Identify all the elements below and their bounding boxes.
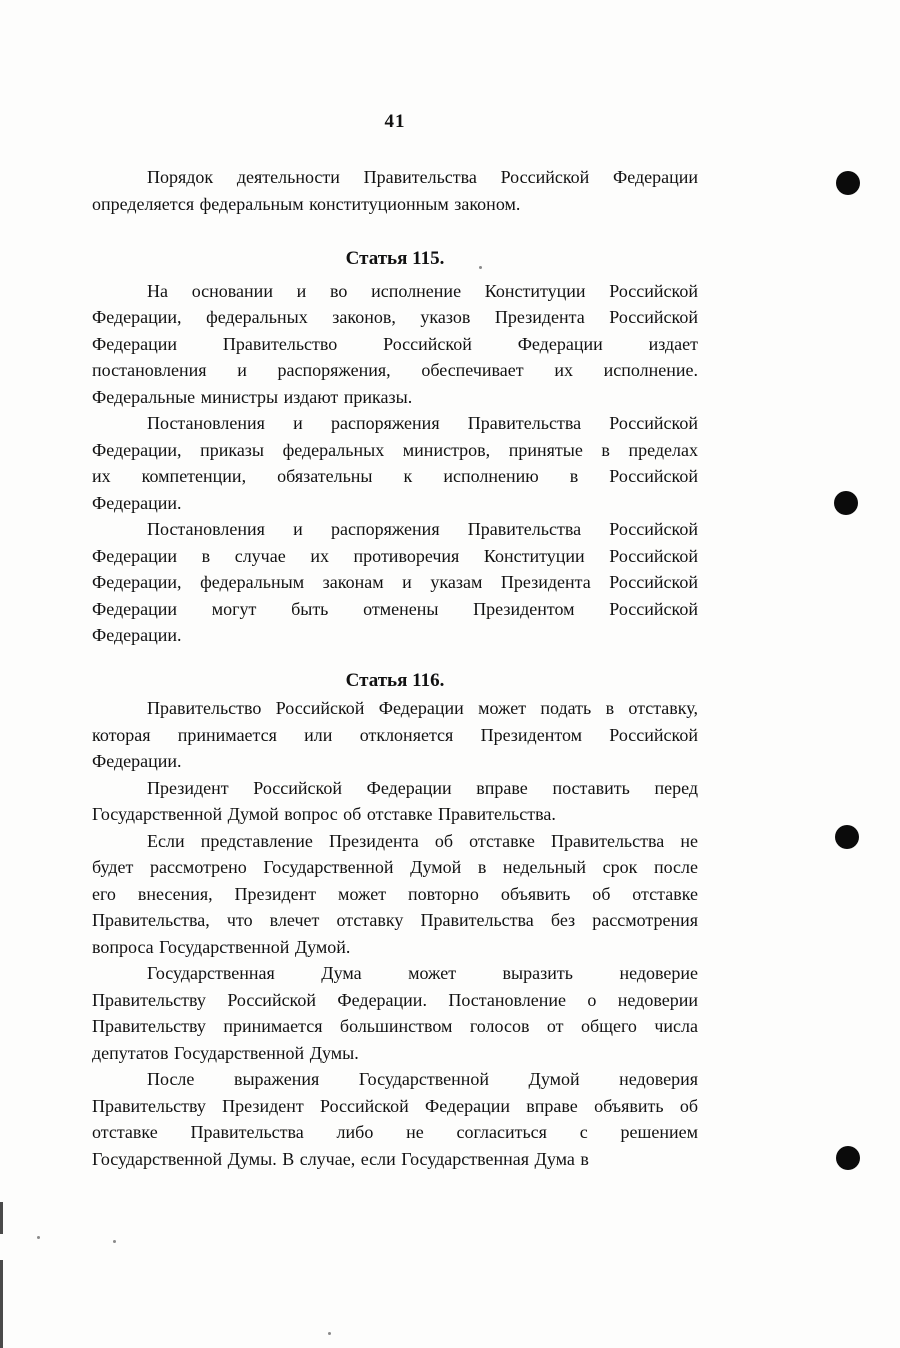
scan-speck — [113, 1240, 116, 1243]
scan-speck — [328, 1332, 331, 1335]
text-line: Государственной Думой вопрос об отставке Правительства. — [92, 804, 556, 824]
text-line: Порядок деятельности Правительства Российской Федерации — [147, 167, 698, 187]
text-line: которая принимается или отклоняется Президентом Российской — [92, 724, 698, 745]
binding-hole-dot — [835, 825, 859, 849]
scan-speck — [479, 266, 482, 269]
text-line: После выражения Государственной Думой недоверия — [147, 1069, 698, 1089]
text-line: Федерации. — [92, 625, 182, 645]
text-line: его внесения, Президент может повторно объявить об отставке — [92, 883, 698, 904]
text-line: Правительству принимается большинством голосов от общего числа — [92, 1016, 698, 1036]
article-115-paragraph-2 — [92, 410, 698, 516]
text-line: постановления и распоряжения, обеспечивает их исполнение. — [92, 360, 698, 380]
text-line: Федерации могут быть отменены Президентом Российской — [92, 598, 698, 619]
text-line: Правительство Российской Федерации может подать в отставку, — [147, 698, 698, 718]
text-line: Президент Российской Федерации вправе поставить перед — [147, 777, 698, 798]
article-116-paragraph-3 — [92, 828, 698, 961]
text-line: Федерации, федеральных законов, указов Президента Российской — [92, 307, 698, 327]
text-block — [92, 108, 698, 1172]
article-115-heading: Статья 115. — [345, 248, 445, 269]
text-line: Постановления и распоряжения Правительства Российской — [147, 519, 698, 539]
text-line: отставке Правительства либо не согласиться с решением — [92, 1122, 698, 1142]
intro-paragraph — [92, 164, 698, 217]
article-116-paragraph-4 — [92, 960, 698, 1066]
text-line: Правительству Президент Российской Федерации вправе объявить об — [92, 1095, 698, 1116]
text-line: Постановления и распоряжения Правительства Российской — [147, 413, 698, 433]
text-line: определяется федеральным конституционным законом. — [92, 193, 521, 214]
text-line: Правительства, что влечет отставку Правительства без рассмотрения — [92, 910, 698, 930]
page-number: 41 — [384, 111, 406, 132]
text-line: На основании и во исполнение Конституции Российской — [147, 280, 698, 301]
article-116-paragraph-1 — [92, 695, 698, 775]
text-line: Государственная Дума может выразить недоверие — [147, 963, 698, 983]
text-line: Федерации. — [92, 751, 182, 771]
article-115-paragraph-3 — [92, 516, 698, 649]
article-116-heading: Статья 116. — [345, 669, 445, 691]
text-line: Федеральные министры издают приказы. — [92, 386, 413, 407]
text-line: вопроса Государственной Думой. — [92, 936, 351, 957]
text-line: депутатов Государственной Думы. — [92, 1042, 359, 1063]
scan-speck — [37, 1236, 40, 1239]
scan-edge-artifact — [0, 1260, 3, 1348]
text-line: их компетенции, обязательны к исполнению в Российской — [92, 466, 698, 486]
article-116-paragraph-2 — [92, 775, 698, 828]
text-line: Федерации в случае их противоречия Конституции Российской — [92, 545, 698, 566]
text-line: будет рассмотрено Государственной Думой в недельный срок после — [92, 857, 698, 877]
binding-hole-dot — [834, 491, 858, 515]
text-line: Федерации Правительство Российской Федерации издает — [92, 333, 698, 354]
binding-hole-dot — [836, 1146, 860, 1170]
article-115-paragraph-1 — [92, 278, 698, 411]
text-line: Если представление Президента об отставке Правительства не — [147, 830, 698, 851]
scan-edge-artifact — [0, 1202, 3, 1234]
text-line: Федерации. — [92, 492, 182, 513]
article-116-paragraph-5 — [92, 1066, 698, 1172]
text-line: Правительству Российской Федерации. Постановление о недоверии — [92, 989, 698, 1010]
binding-hole-dot — [836, 171, 860, 195]
text-line: Государственной Думы. В случае, если Государственная Дума в — [92, 1148, 589, 1169]
text-line: Федерации, приказы федеральных министров, принятые в пределах — [92, 439, 698, 460]
text-line: Федерации, федеральным законам и указам Президента Российской — [92, 572, 698, 592]
